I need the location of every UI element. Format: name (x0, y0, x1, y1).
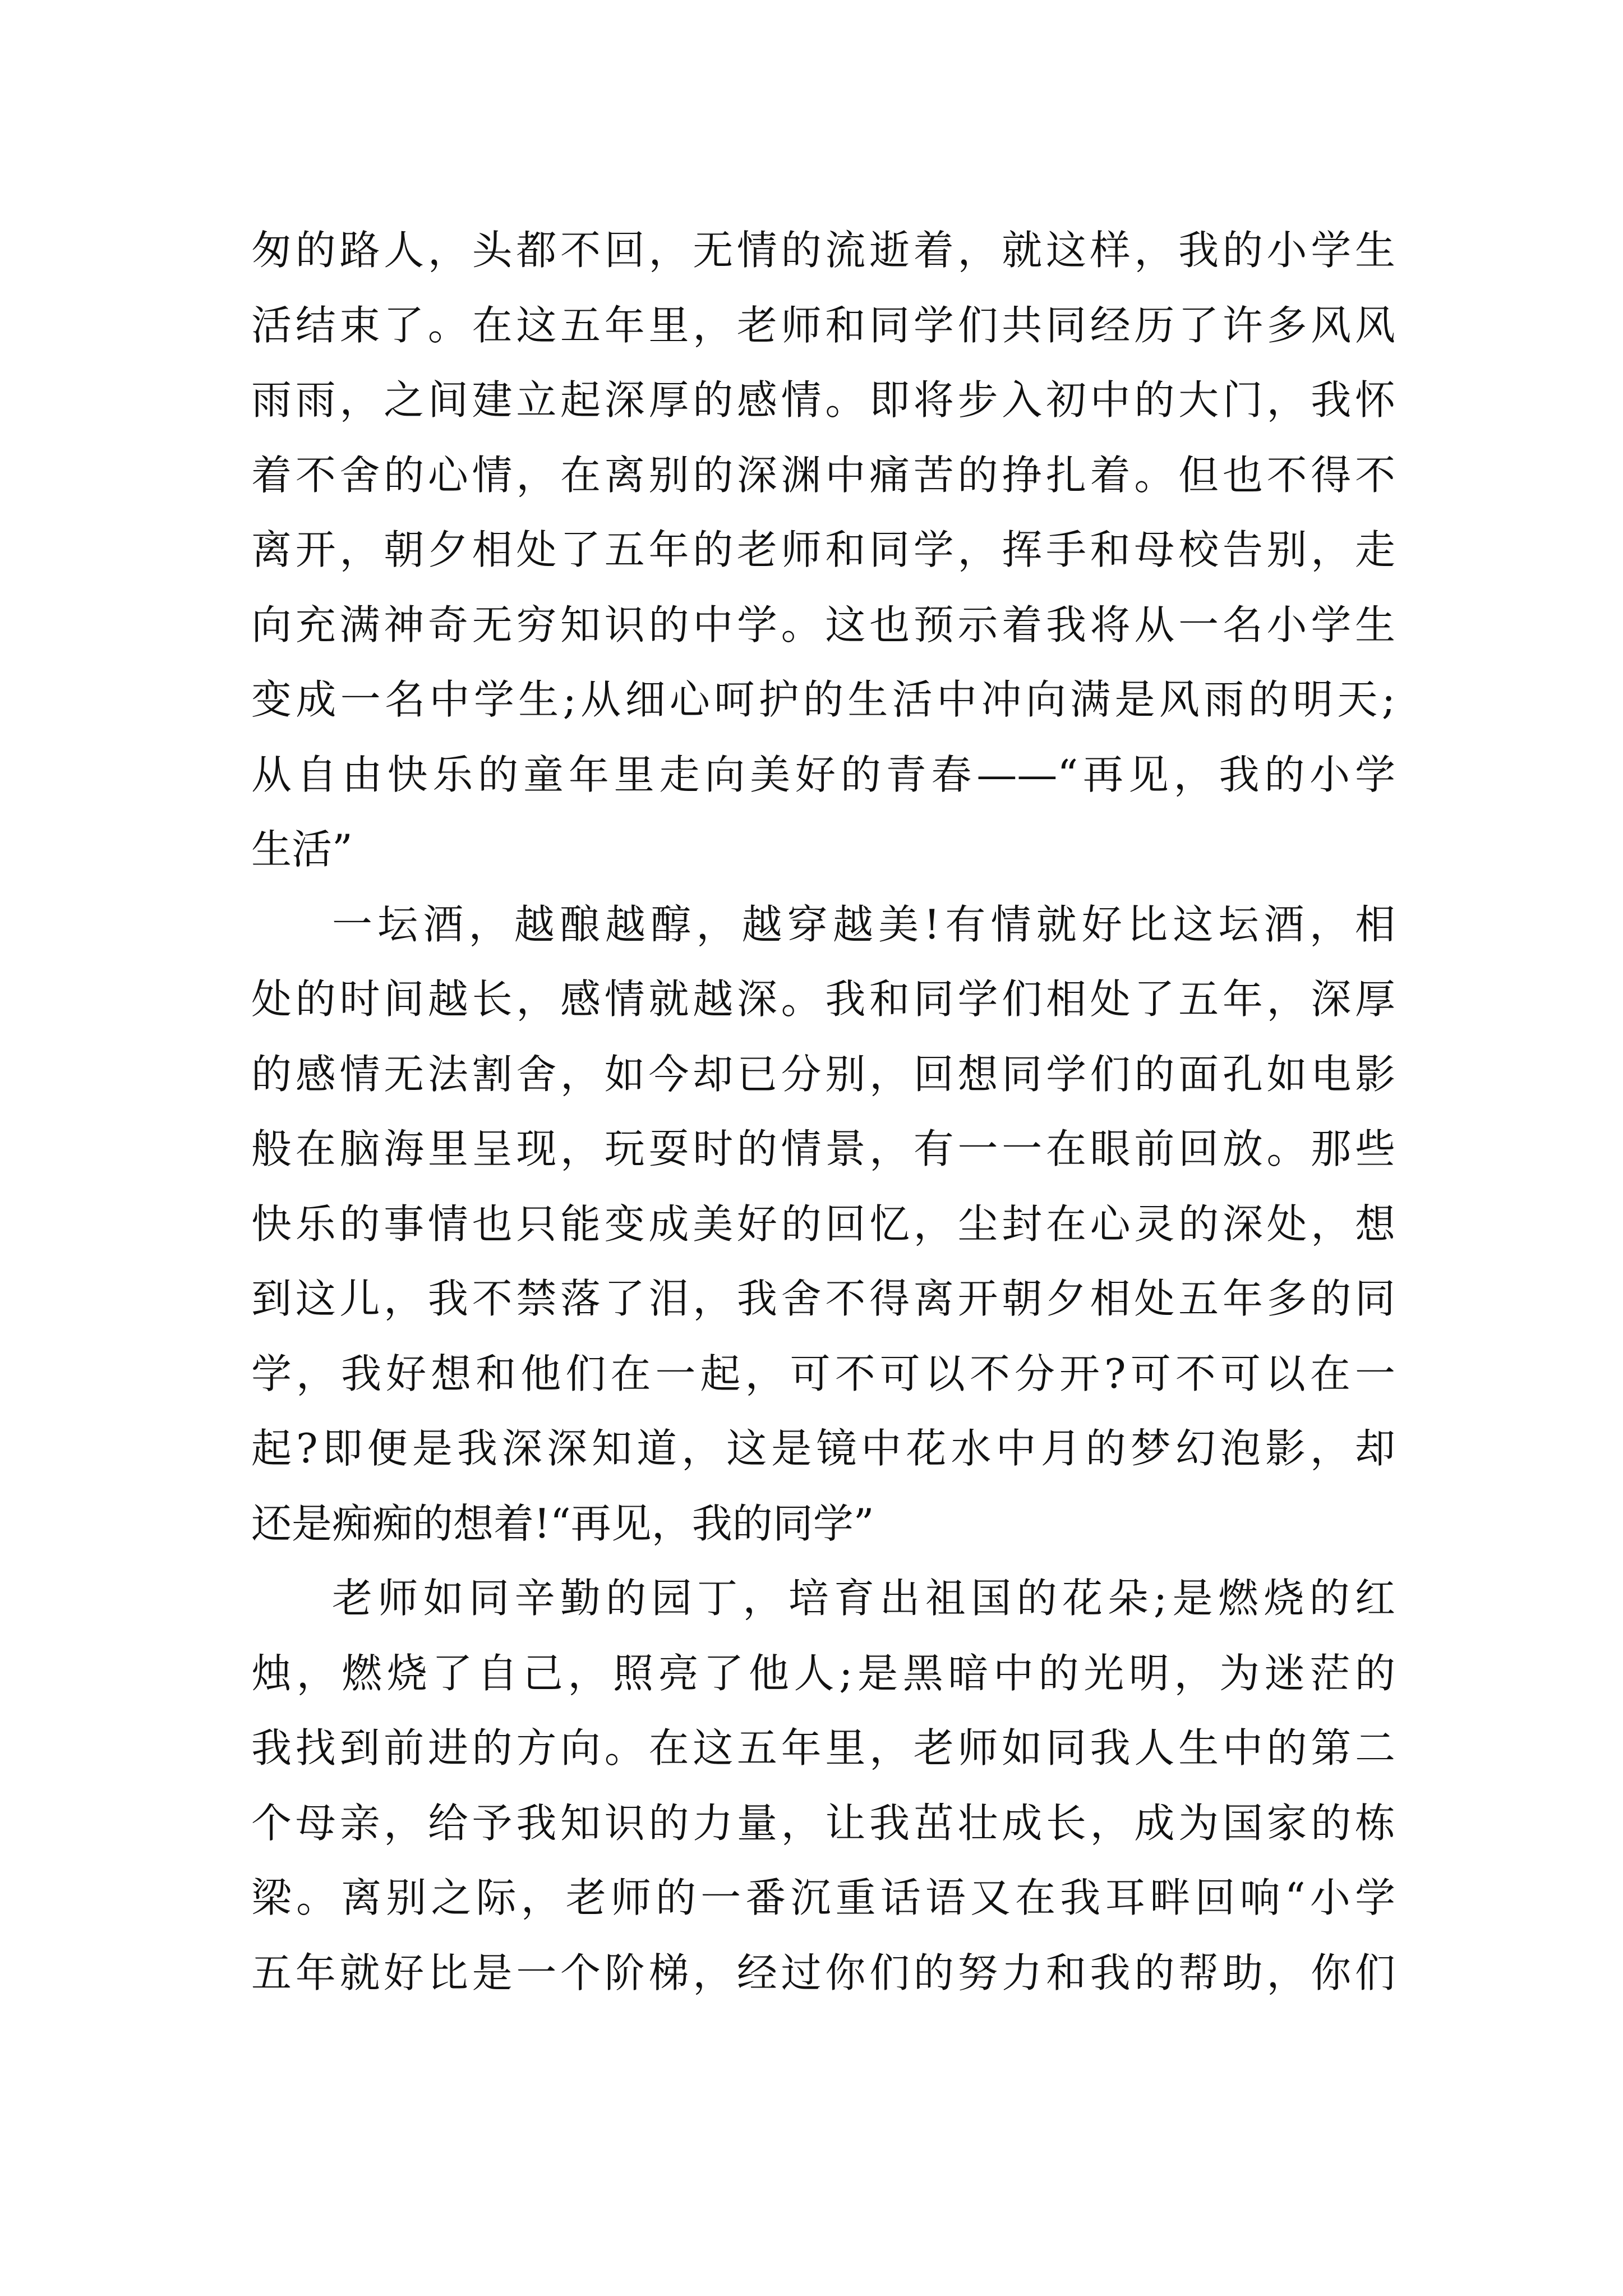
paragraph-line: 离开，朝夕相处了五年的老师和同学，挥手和母校告别，走 (251, 526, 1395, 573)
paragraph-line: 的感情无法割舍，如今却已分别，回想同学们的面孔如电影 (251, 1050, 1395, 1098)
paragraph-line: 我找到前进的方向。在这五年里，老师如同我人生中的第二 (251, 1724, 1395, 1772)
paragraph-line: 到这儿，我不禁落了泪，我舍不得离开朝夕相处五年多的同 (251, 1275, 1395, 1322)
paragraph-line: 处的时间越长，感情就越深。我和同学们相处了五年，深厚 (251, 976, 1395, 1023)
paragraph-line: 变成一名中学生;从细心呵护的生活中冲向满是风雨的明天; (251, 676, 1395, 723)
paragraph-line: 活结束了。在这五年里，老师和同学们共同经历了许多风风 (251, 301, 1395, 349)
paragraph-line: 五年就好比是一个阶梯，经过你们的努力和我的帮助，你们 (251, 1949, 1395, 1996)
paragraph-line: 从自由快乐的童年里走向美好的青春——“再见，我的小学 (251, 751, 1395, 798)
paragraph-1 (251, 213, 1395, 887)
paragraph-line: 雨雨，之间建立起深厚的感情。即将步入初中的大门，我怀 (251, 376, 1395, 424)
paragraph-line: 起?即便是我深深知道，这是镜中花水中月的梦幻泡影，却 (251, 1425, 1395, 1472)
paragraph-line: 般在脑海里呈现，玩耍时的情景，有一一在眼前回放。那些 (251, 1125, 1395, 1172)
paragraph-line: 个母亲，给予我知识的力量，让我茁壮成长，成为国家的栋 (251, 1799, 1395, 1847)
paragraph-line: 一坛酒，越酿越醇，越穿越美!有情就好比这坛酒，相 (332, 900, 1395, 948)
paragraph-line: 快乐的事情也只能变成美好的回忆，尘封在心灵的深处，想 (251, 1200, 1395, 1248)
paragraph-2 (251, 887, 1395, 1562)
paragraph-line: 还是痴痴的想着!“再见，我的同学” (251, 1499, 874, 1547)
paragraph-line: 着不舍的心情，在离别的深渊中痛苦的挣扎着。但也不得不 (251, 451, 1395, 499)
paragraph-line: 老师如同辛勤的园丁，培育出祖国的花朵;是燃烧的红 (332, 1575, 1395, 1622)
paragraph-line: 学，我好想和他们在一起，可不可以不分开?可不可以在一 (251, 1350, 1395, 1397)
paragraph-line: 烛，燃烧了自己，照亮了他人;是黑暗中的光明，为迷茫的 (251, 1649, 1395, 1697)
paragraph-line: 生活” (251, 826, 353, 873)
paragraph-line: 匆的路人，头都不回，无情的流逝着，就这样，我的小学生 (251, 227, 1395, 274)
paragraph-line: 向充满神奇无穷知识的中学。这也预示着我将从一名小学生 (251, 601, 1395, 648)
document-body (251, 213, 1395, 2010)
paragraph-3 (251, 1561, 1395, 2010)
paragraph-line: 梁。离别之际，老师的一番沉重话语又在我耳畔回响“小学 (251, 1874, 1395, 1921)
